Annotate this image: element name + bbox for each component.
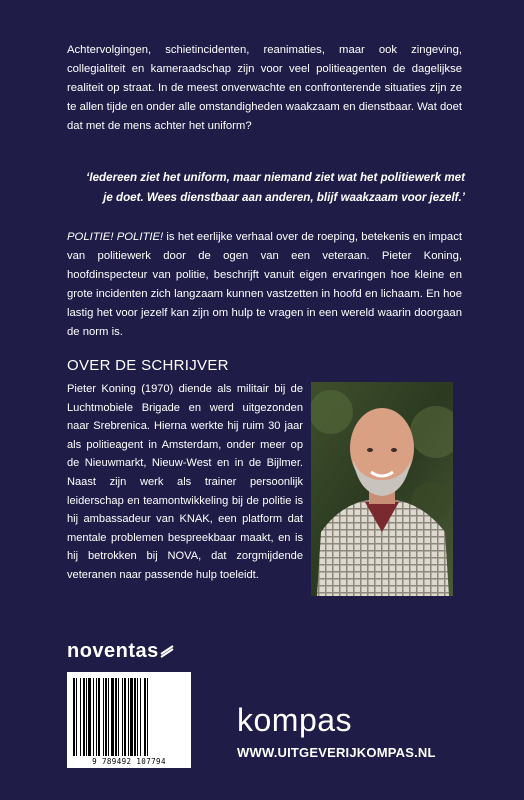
barcode-bar: [96, 678, 97, 756]
noventas-swoosh-icon: [160, 644, 174, 658]
barcode-bar: [147, 678, 148, 756]
author-bio: Pieter Koning (1970) diende als militair bij de Luchtmobiele Brigade en werd uitgezonden naar Srebrenica. Hierna werkte hij ruim 30 jaar als politieagent in Amsterdam, onder meer op de Nieuwmarkt, Nieuw-West en in de Bijlmer. Naast zijn werk als trainer persoonlijk leiderschap en teamontwikkeling bij de politie is hij ambassadeur van KNAK, een platform dat mentale problemen bespreekbaar maakt, en is hij betrokken bij NOVA, dat zorgmijdende veteranen naar passende hulp toeleidt.: [67, 383, 303, 581]
barcode-bar: [118, 678, 119, 756]
kompas-logo: kompas: [237, 702, 353, 738]
author-portrait-image: [311, 382, 453, 596]
barcode-bar: [134, 678, 136, 756]
barcode-bar: [76, 678, 77, 756]
barcode-bars: [67, 672, 191, 768]
publisher-website: WWW.UITGEVERIJKOMPAS.NL: [237, 745, 436, 760]
barcode-bar: [128, 678, 129, 756]
barcode-bar: [108, 678, 109, 756]
barcode-bar: [83, 678, 85, 756]
noventas-logo: [67, 640, 174, 662]
barcode-bar: [88, 678, 91, 756]
barcode-bar: [124, 678, 126, 756]
barcode-bar: [122, 678, 123, 756]
about-author-heading: OVER DE SCHRIJVER: [67, 357, 229, 374]
blurb-paragraph: Achtervolgingen, schietincidenten, reanimaties, maar ook zingeving, collegialiteit en kameraadschap zijn voor veel politieagenten de dagelijkse realiteit op straat. In de meest onverwachte en confronterende situaties zijn ze te allen tijde en onder alle omstandigheden waakzaam en dienstbaar. Wat doet dat met de mens achter het uniform?: [67, 44, 462, 132]
barcode-bar: [144, 678, 146, 756]
barcode-bar: [86, 678, 87, 756]
barcode-bar: [103, 678, 104, 756]
book-description: [67, 228, 462, 342]
barcode: [67, 672, 191, 768]
description-text: is het eerlijke verhaal over de roeping, betekenis en impact van politiewerk door de ogen van een veteraan. Pieter Koning, hoofdinspecteur van politie, beschrijft vanuit eigen ervaringen hoe kleine en grote incidenten zich langzaam kunnen vastzetten in hoofd en lichaam. En hoe lastig het voor jezelf kan zijn om hulp te vragen in een wereld waarin doorgaan de norm is.: [67, 231, 462, 338]
barcode-bar: [105, 678, 107, 756]
book-title: POLITIE! POLITIE!: [67, 231, 164, 243]
barcode-bar: [137, 678, 138, 756]
author-photo: [311, 382, 453, 596]
barcode-bar: [140, 678, 141, 756]
barcode-bar: [73, 678, 75, 756]
barcode-bar: [93, 678, 94, 756]
barcode-bar: [80, 678, 81, 756]
barcode-bar: [111, 678, 114, 756]
barcode-bar: [130, 678, 133, 756]
author-quote: ‘Iedereen ziet het uniform, maar niemand ziet wat het politiewerk met je doet. Wees dienstbaar aan anderen, blijf waakzaam voor jezelf.’: [86, 171, 465, 204]
barcode-number: 9 789492 107794: [92, 757, 166, 766]
noventas-logo-text: noventas: [67, 640, 159, 662]
barcode-bar: [115, 678, 117, 756]
barcode-bar: [98, 678, 100, 756]
